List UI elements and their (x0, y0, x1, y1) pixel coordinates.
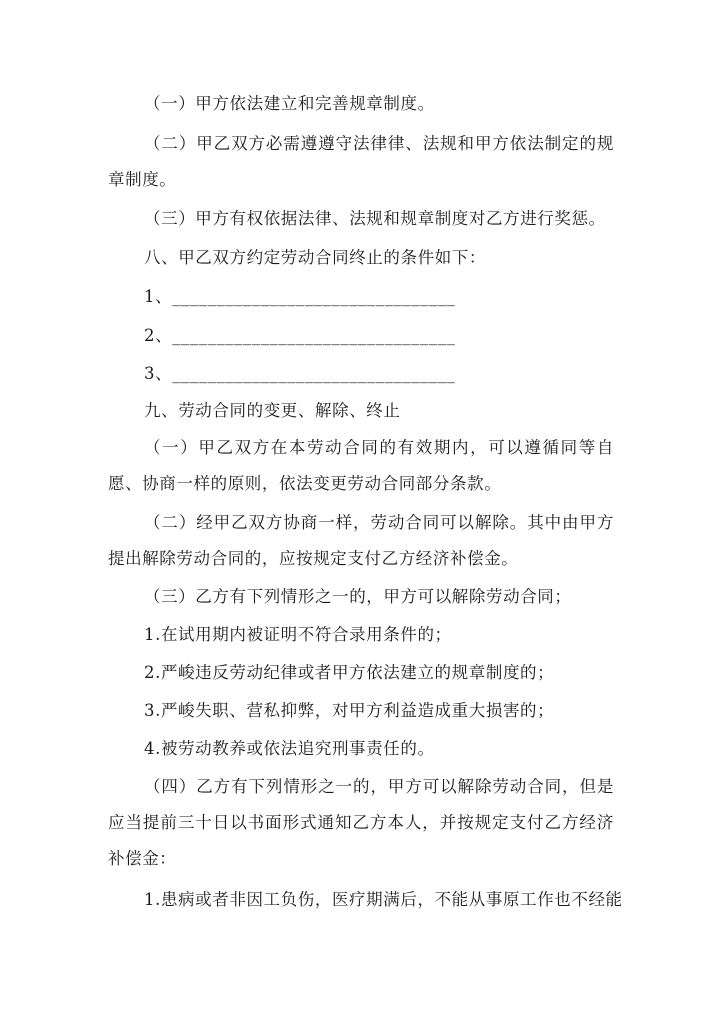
clause-9-3-item-3: 3.严峻失职、营私抑弊，对甲方利益造成重大损害的； (144, 701, 555, 720)
clause-7-3: （三）甲方有权依据法律、法规和规章制度对乙方进行奖惩。 (144, 209, 606, 228)
clause-9-3-item-4: 4.被劳动教养或依法追究刑事责任的。 (144, 739, 435, 758)
termination-condition-2: 2、________________________________ (144, 326, 456, 345)
clause-9-4-item-1: 1.患病或者非因工负伤，医疗期满后，不能从事原工作也不经能 (144, 890, 623, 909)
clause-9-3-item-1: 1.在试用期内被证明不符合录用条件的； (144, 625, 452, 644)
clause-7-2: （二）甲乙双方必需遵遵守法律律、法规和甲方依法制定的规章制度。 (108, 134, 614, 189)
section-9-heading: 九、劳动合同的变更、解除、终止 (144, 401, 401, 420)
clause-9-3: （三）乙方有下列情形之一的，甲方可以解除劳动合同； (144, 587, 572, 606)
clause-9-4: （四）乙方有下列情形之一的，甲方可以解除劳动合同，但是应当提前三十日以书面形式通知乙方本人，并按规定支付乙方经济补偿金： (108, 777, 614, 868)
section-8-heading: 八、甲乙双方约定劳动合同终止的条件如下： (144, 248, 486, 267)
clause-9-2: （二）经甲乙双方协商一样，劳动合同可以解除。其中由甲方提出解除劳动合同的，应按规定支付乙方经济补偿金。 (108, 513, 614, 568)
termination-condition-3: 3、________________________________ (144, 364, 456, 383)
clause-9-3-item-2: 2.严峻违反劳动纪律或者甲方依法建立的规章制度的； (144, 663, 555, 682)
clause-7-1: （一）甲方依法建立和完善规章制度。 (144, 94, 435, 113)
termination-condition-1: 1、________________________________ (144, 287, 456, 306)
clause-9-1: （一）甲乙双方在本劳动合同的有效期内，可以遵循同等自愿、协商一样的原则，依法变更劳动合同部分条款。 (108, 438, 614, 493)
